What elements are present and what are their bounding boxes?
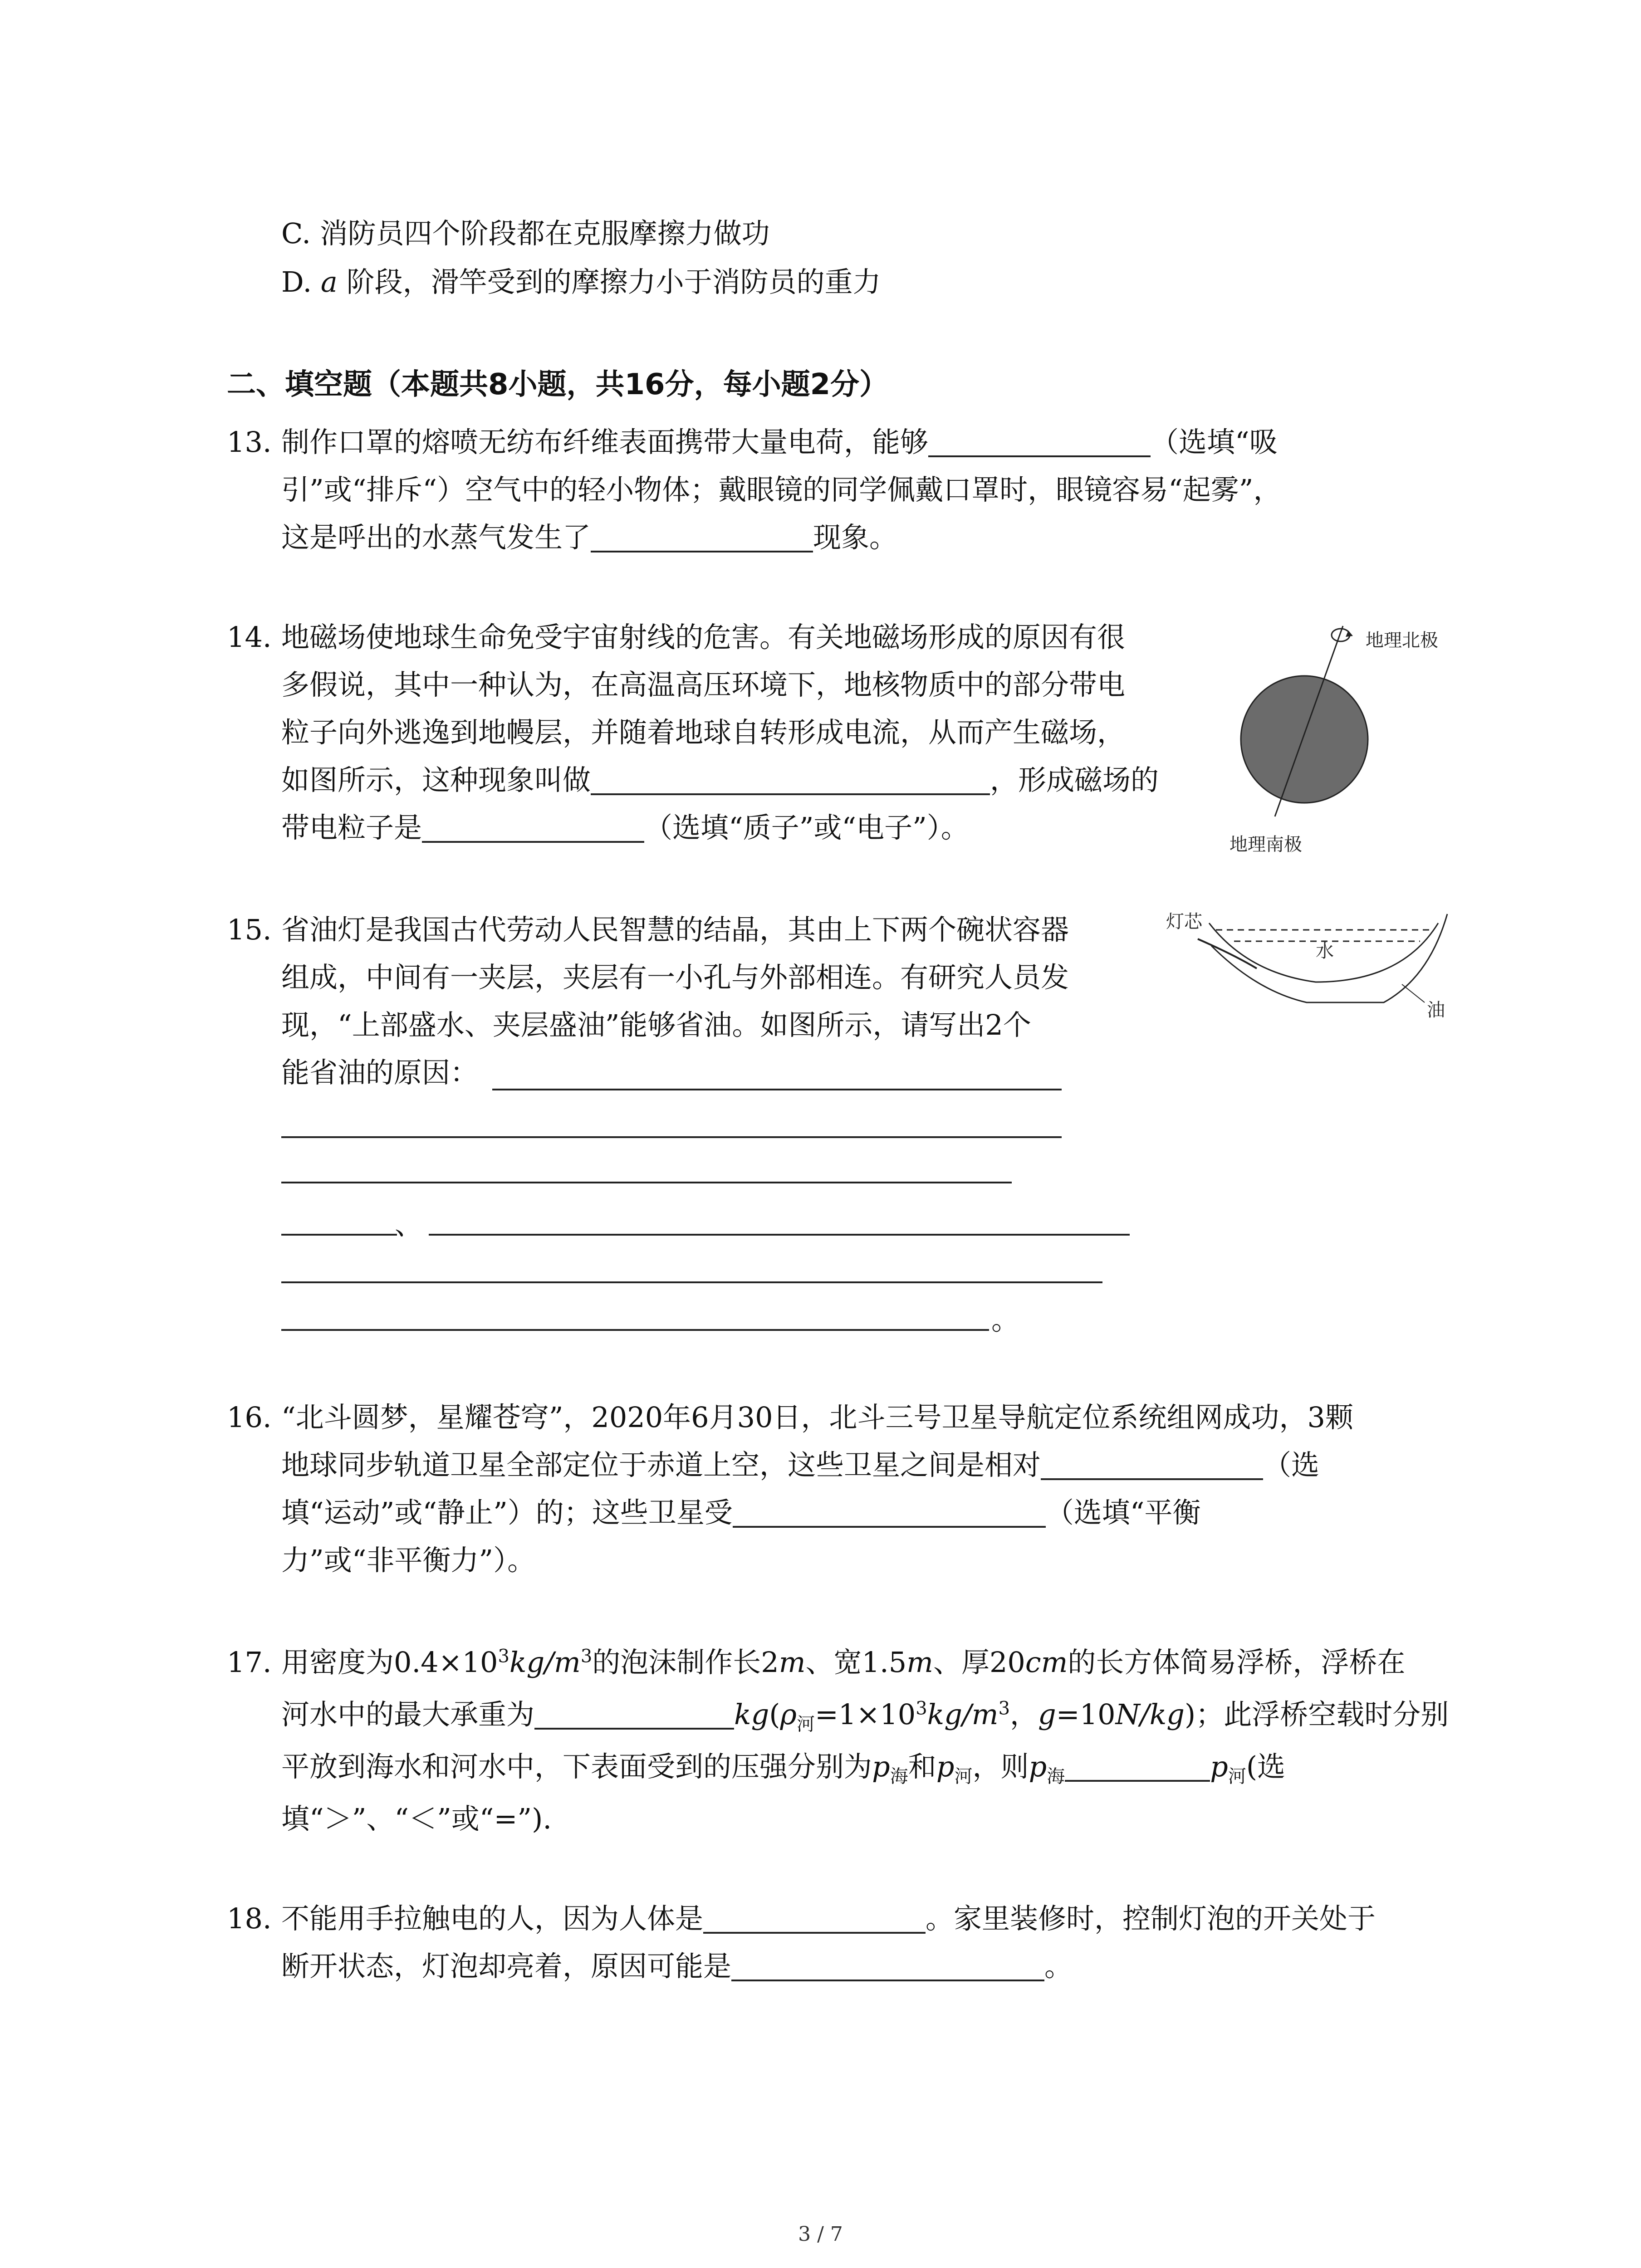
q14-text-4a: 如图所示，这种现象叫做 [281,763,591,797]
q17-then: ，则 [972,1750,1029,1783]
q17-rho-symbol: ρ [780,1698,797,1731]
q15-line-2: 组成，中间有一夹层，夹层有一小孔与外部相连。有研究人员发 [281,961,1069,994]
q16-number: 16. [227,1401,272,1434]
q16-text-3a: 填“运动”或“静止”）的；这些卫星受 [281,1496,733,1529]
north-pole-label: 地理北极 [1366,630,1438,651]
q17-length-unit: m [779,1646,806,1679]
q17-density-unit: kg/m [509,1646,581,1679]
q18-text-2b: 。 [1044,1950,1073,1983]
q15-answer-line-6[interactable] [281,1281,1102,1283]
q13-text-1b: （选填“吸 [1151,425,1278,459]
q18-number: 18. [227,1902,272,1935]
q17-comma: ， [1010,1698,1038,1731]
q14-number: 14. [227,621,272,654]
q17-rho-unit: kg/m [927,1698,999,1731]
q18-text-1a: 不能用手拉触电的人，因为人体是 [281,1902,704,1935]
q17-and: 和 [908,1750,936,1783]
q17-line-1 [227,1644,1405,1681]
earth-magnetism-figure [1220,608,1474,862]
q15-answer-line-3[interactable] [281,1182,1012,1183]
q16-line-3 [281,1495,1201,1531]
oil-label-leader [1402,984,1425,1002]
q14-text-5b: （选填“质子”或“电子”）。 [644,811,969,844]
q15-end-mark: 。 [991,1303,1020,1336]
q18-text-1b: 。家里装修时，控制灯泡的开关处于 [926,1902,1376,1935]
q16-text-2b: （选 [1263,1448,1320,1481]
q15-separator: 、 [395,1208,423,1241]
q17-blank-1[interactable] [534,1700,734,1730]
q17-line-2 [281,1696,1449,1733]
q16-line-2 [281,1447,1319,1483]
q14-line-2: 多假说，其中一种认为，在高温高压环境下，地核物质中的部分带电 [281,668,1126,701]
option-d-variable: a [320,265,338,298]
q15-line-1 [227,912,1069,948]
q15-answer-line-4[interactable] [281,1234,397,1236]
q13-text-3b: 现象。 [813,521,898,554]
option-d-prefix: D. [281,265,321,298]
section-title: 二、填空题（本题共8小题，共16分，每小题2分） [227,368,889,401]
q17-paren-open: ( [769,1698,780,1731]
q13-blank-1[interactable] [928,427,1151,457]
q17-thickness-unit: cm [1025,1646,1068,1679]
q17-g-value: =10 [1056,1698,1116,1731]
q14-line-1 [227,619,1125,655]
q15-answer-line-7[interactable] [281,1329,989,1331]
q15-text-1: 省油灯是我国古代劳动人民智慧的结晶，其由上下两个碗状容器 [281,913,1069,946]
q17-rho-value: =1×10 [814,1698,916,1731]
q17-line-4: 填“＞”、“＜”或“=”). [281,1802,552,1835]
q17-number: 17. [227,1646,272,1679]
q17-kg-unit: kg [734,1698,769,1731]
rotation-arrowhead-icon [1346,631,1353,637]
q17-g-symbol: g [1038,1698,1056,1731]
q17-p-river-subscript-2: 河 [1228,1766,1246,1787]
q16-text-1: “北斗圆梦，星耀苍穹”，2020年6月30日，北斗三号卫星导航定位系统组网成功，3颗 [281,1401,1353,1434]
q18-line-2 [281,1948,1073,1984]
q13-line-1 [227,424,1278,460]
q16-line-1 [227,1399,1353,1436]
q16-blank-2[interactable] [733,1498,1046,1528]
q17-line-3 [281,1749,1285,1785]
q15-line-3: 现，“上部盛水、夹层盛油”能够省油。如图所示，请写出2个 [281,1008,1031,1041]
q15-number: 15. [227,913,272,946]
q17-g-unit: N/kg [1115,1698,1185,1731]
q18-line-1 [227,1901,1376,1937]
q17-rho-unit-exponent: 3 [998,1698,1010,1719]
q17-p-sea-subscript: 海 [890,1766,908,1787]
q15-answer-line-1[interactable] [492,1089,1062,1090]
q14-line-5 [281,810,969,846]
oil-lamp-figure [1166,905,1456,1036]
q14-line-4 [281,762,1159,798]
option-d [281,264,881,300]
q15-answer-line-5[interactable] [429,1234,1130,1236]
q17-p-sea-subscript-2: 海 [1047,1766,1065,1787]
q17-text-2-end: )；此浮桥空载时分别 [1185,1698,1449,1731]
option-d-text: 阶段，滑竿受到的摩擦力小于消防员的重力 [337,265,881,298]
q14-text-5a: 带电粒子是 [281,811,422,844]
q17-density-value: 用密度为0.4×10 [281,1646,498,1679]
q13-line-2: 引”或“排斥“）空气中的轻小物体；戴眼镜的同学佩戴口罩时，眼镜容易“起雾”， [281,473,1282,506]
q18-text-2a: 断开状态，灯泡却亮着，原因可能是 [281,1950,732,1983]
q14-blank-2[interactable] [422,813,644,843]
q13-text-3a: 这是呼出的水蒸气发生了 [281,521,591,554]
q13-text-1a: 制作口罩的熔喷无纺布纤维表面携带大量电荷，能够 [281,425,929,459]
q17-p-sea-symbol: p [872,1750,890,1783]
q16-text-2a: 地球同步轨道卫星全部定位于赤道上空，这些卫星之间是相对 [281,1448,1041,1481]
q17-density-unit-exponent: 3 [580,1646,593,1667]
water-label: 水 [1316,941,1334,962]
south-pole-label: 地理南极 [1230,834,1302,855]
q17-thickness-text: 、厚20 [933,1646,1025,1679]
oil-label: 油 [1427,1000,1445,1021]
q17-length-text: 的泡沫制作长2 [592,1646,779,1679]
q16-text-3b: （选填“平衡 [1045,1496,1201,1529]
q17-p-river-symbol: p [936,1750,955,1783]
q17-text-3-end: (选 [1246,1750,1286,1783]
option-c: C. 消防员四个阶段都在克服摩擦力做功 [281,217,770,250]
q17-p-river-subscript: 河 [954,1766,973,1787]
q13-line-3 [281,519,897,556]
q18-blank-1[interactable] [703,1904,926,1934]
earth-circle [1241,676,1368,803]
q13-blank-2[interactable] [591,523,813,552]
q16-line-4: 力”或“非平衡力”）。 [281,1544,536,1577]
q14-text-4b: ，形成磁场的 [990,763,1159,797]
q17-text-3a: 平放到海水和河水中，下表面受到的压强分别为 [281,1750,872,1783]
q18-blank-2[interactable] [731,1951,1044,1981]
wick-label: 灯芯 [1166,911,1202,932]
q17-text-2a: 河水中的最大承重为 [281,1698,535,1731]
q17-density-exponent: 3 [498,1646,509,1667]
q14-text-1: 地磁场使地球生命免受宇宙射线的危害。有关地磁场形成的原因有很 [281,621,1126,654]
q15-answer-line-2[interactable] [281,1136,1062,1138]
q17-rho-subscript: 河 [796,1714,815,1735]
page-number: 3 / 7 [798,2223,843,2246]
q15-line-4: 能省油的原因： [281,1056,479,1089]
q14-blank-1[interactable] [591,765,990,795]
q16-blank-1[interactable] [1041,1450,1263,1480]
q17-width-text: 、宽1.5 [805,1646,907,1679]
q17-p-sea-symbol-2: p [1029,1750,1047,1783]
q14-line-3: 粒子向外逃逸到地幔层，并随着地球自转形成电流，从而产生磁场， [281,716,1126,749]
q17-blank-2[interactable] [1065,1752,1210,1782]
q17-text-1-end: 的长方体简易浮桥，浮桥在 [1068,1646,1406,1679]
q17-width-unit: m [906,1646,933,1679]
q17-rho-exponent: 3 [916,1698,927,1719]
q13-number: 13. [227,425,272,459]
q17-p-river-symbol-2: p [1210,1750,1228,1783]
